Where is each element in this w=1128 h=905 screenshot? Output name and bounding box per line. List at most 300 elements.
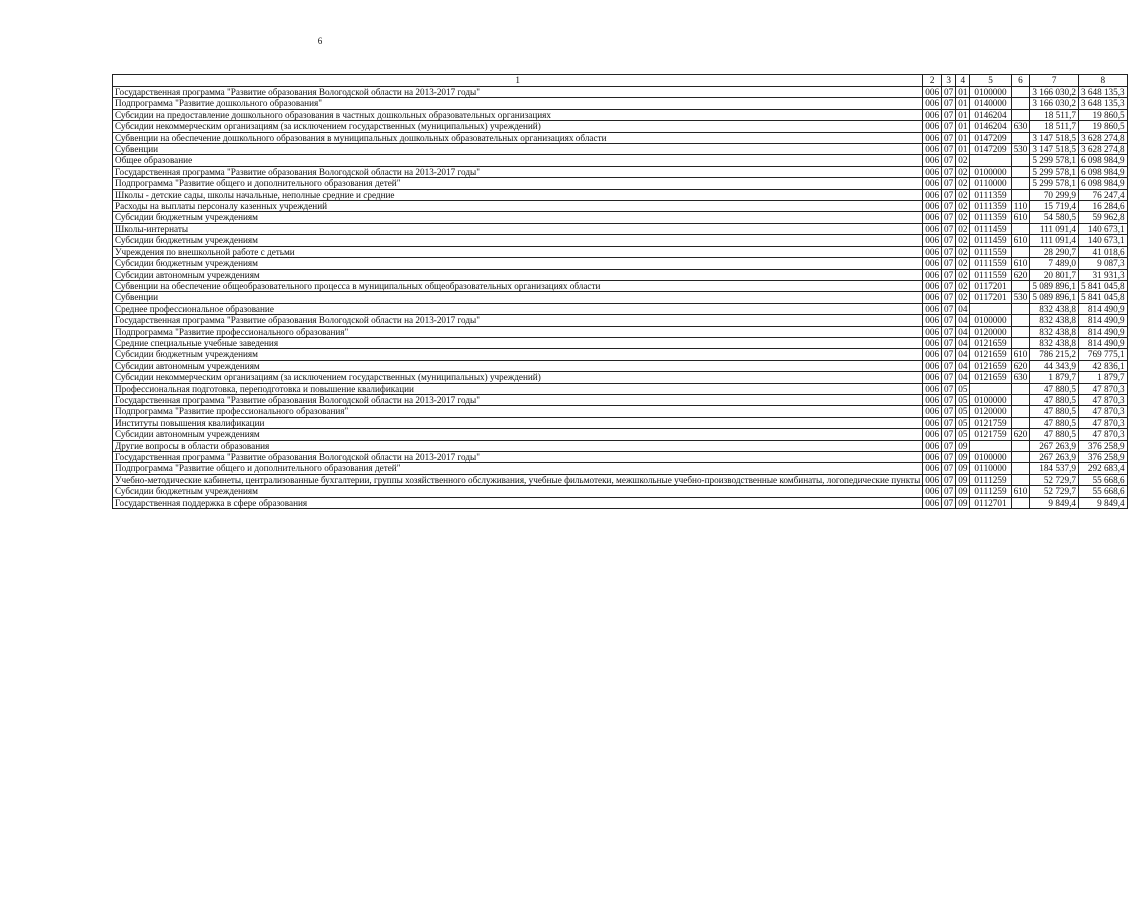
csr-subprogram: 4 — [983, 144, 989, 155]
row-section-code: 07 — [942, 406, 956, 417]
csr-program: 01 — [974, 189, 984, 200]
row-subsection-code: 02 — [956, 258, 970, 269]
row-ved-code: 006 — [923, 303, 942, 314]
csr-program: 01 — [974, 121, 984, 132]
row-target-article — [970, 98, 1011, 109]
row-amount-year1: 5 089 896,1 — [1030, 292, 1079, 303]
row-name: Государственная программа "Развитие образования Вологодской области на 2013-2017 годы" — [113, 394, 923, 405]
row-target-article — [970, 440, 1011, 451]
row-expense-type: 110 — [1011, 201, 1030, 212]
table-row — [113, 452, 1128, 463]
row-expense-type — [1011, 280, 1030, 291]
row-ved-code: 006 — [923, 394, 942, 405]
csr-program: 01 — [974, 292, 984, 303]
row-target-article — [970, 486, 1011, 497]
row-expense-type: 620 — [1011, 269, 1030, 280]
row-section-code: 07 — [942, 497, 956, 508]
row-ved-code: 006 — [923, 223, 942, 234]
csr-direction: 1259 — [988, 474, 1007, 485]
row-name: Учебно-методические кабинеты, централизованные бухгалтерии, группы хозяйственного обслуживания, учебные фильмотеки, межшкольные учебно-производственные комбинаты, логопедические пункты — [113, 474, 923, 485]
row-amount-year2: 19 860,5 — [1078, 121, 1127, 132]
row-subsection-code: 05 — [956, 429, 970, 440]
row-section-code: 07 — [942, 144, 956, 155]
row-name: Субсидии бюджетным учреждениям — [113, 486, 923, 497]
csr-program: 01 — [974, 132, 984, 143]
row-section-code: 07 — [942, 452, 956, 463]
row-ved-code: 006 — [923, 440, 942, 451]
row-name: Государственная программа "Развитие образования Вологодской области на 2013-2017 годы" — [113, 166, 923, 177]
row-ved-code: 006 — [923, 87, 942, 98]
row-target-article — [970, 463, 1011, 474]
csr-subprogram: 1 — [983, 497, 989, 508]
row-amount-year1: 832 438,8 — [1030, 315, 1079, 326]
row-subsection-code: 02 — [956, 280, 970, 291]
row-expense-type: 530 — [1011, 144, 1030, 155]
row-ved-code: 006 — [923, 406, 942, 417]
row-name: Подпрограмма "Развитие профессионального образования" — [113, 326, 923, 337]
row-ved-code: 006 — [923, 189, 942, 200]
csr-program: 01 — [974, 360, 984, 371]
row-ved-code: 006 — [923, 178, 942, 189]
csr-program: 01 — [974, 280, 984, 291]
row-target-article — [970, 497, 1011, 508]
row-amount-year2: 3 648 135,3 — [1078, 98, 1127, 109]
row-expense-type — [1011, 223, 1030, 234]
row-amount-year2: 47 870,3 — [1078, 417, 1127, 428]
table-row — [113, 258, 1128, 269]
row-target-article — [970, 383, 1011, 394]
row-ved-code: 006 — [923, 315, 942, 326]
row-amount-year1: 18 511,7 — [1030, 121, 1079, 132]
csr-program: 01 — [974, 349, 984, 360]
table-row — [113, 235, 1128, 246]
csr-direction: 2701 — [988, 497, 1007, 508]
row-amount-year2: 3 628 274,8 — [1078, 132, 1127, 143]
csr-subprogram: 0 — [983, 87, 989, 97]
row-name: Другие вопросы в области образования — [113, 440, 923, 451]
csr-subprogram: 4 — [983, 98, 989, 109]
row-subsection-code: 02 — [956, 223, 970, 234]
row-amount-year2: 1 879,7 — [1078, 372, 1127, 383]
row-target-article — [970, 212, 1011, 223]
row-ved-code: 006 — [923, 349, 942, 360]
csr-program: 01 — [974, 497, 984, 508]
csr-direction: 1359 — [988, 212, 1007, 223]
csr-program: 01 — [974, 201, 984, 212]
row-name: Среднее профессиональное образование — [113, 303, 923, 314]
row-expense-type — [1011, 178, 1030, 189]
header-col-1: 1 — [113, 75, 923, 87]
row-expense-type — [1011, 189, 1030, 200]
row-name: Субсидии автономным учреждениям — [113, 360, 923, 371]
header-col-3: 3 — [942, 75, 956, 87]
table-row — [113, 201, 1128, 212]
row-amount-year2: 55 668,6 — [1078, 474, 1127, 485]
csr-program: 01 — [974, 87, 984, 97]
row-subsection-code: 04 — [956, 372, 970, 383]
row-amount-year1: 832 438,8 — [1030, 303, 1079, 314]
row-amount-year1: 832 438,8 — [1030, 337, 1079, 348]
row-target-article — [970, 406, 1011, 417]
row-subsection-code: 09 — [956, 452, 970, 463]
csr-direction: 6204 — [988, 109, 1007, 120]
row-name: Субвенции на обеспечение общеобразовательного процесса в муниципальных общеобразовательных организациях области — [113, 280, 923, 291]
row-ved-code: 006 — [923, 486, 942, 497]
row-expense-type — [1011, 440, 1030, 451]
csr-program: 01 — [974, 178, 984, 189]
row-amount-year2: 140 673,1 — [1078, 223, 1127, 234]
header-col-7: 7 — [1030, 75, 1079, 87]
row-amount-year2: 59 962,8 — [1078, 212, 1127, 223]
row-amount-year2: 6 098 984,9 — [1078, 155, 1127, 166]
csr-subprogram: 1 — [983, 474, 989, 485]
row-section-code: 07 — [942, 235, 956, 246]
csr-program: 01 — [974, 406, 984, 417]
row-section-code: 07 — [942, 189, 956, 200]
csr-subprogram: 2 — [983, 337, 989, 348]
csr-direction: 0000 — [988, 178, 1007, 189]
row-name: Субсидии бюджетным учреждениям — [113, 258, 923, 269]
row-amount-year2: 47 870,3 — [1078, 383, 1127, 394]
row-amount-year2: 769 775,1 — [1078, 349, 1127, 360]
row-subsection-code: 04 — [956, 337, 970, 348]
row-amount-year1: 5 299 578,1 — [1030, 155, 1079, 166]
row-ved-code: 006 — [923, 429, 942, 440]
table-row — [113, 246, 1128, 257]
row-amount-year2: 376 258,9 — [1078, 440, 1127, 451]
csr-subprogram: 0 — [983, 315, 989, 326]
row-amount-year2: 5 841 045,8 — [1078, 292, 1127, 303]
csr-direction: 7209 — [988, 144, 1007, 155]
row-ved-code: 006 — [923, 360, 942, 371]
row-target-article — [970, 280, 1011, 291]
csr-subprogram: 1 — [983, 292, 989, 303]
row-target-article — [970, 349, 1011, 360]
row-subsection-code: 09 — [956, 474, 970, 485]
row-section-code: 07 — [942, 486, 956, 497]
row-expense-type — [1011, 326, 1030, 337]
row-expense-type — [1011, 406, 1030, 417]
row-amount-year1: 1 879,7 — [1030, 372, 1079, 383]
row-name: Школы-интернаты — [113, 223, 923, 234]
csr-subprogram: 4 — [983, 132, 989, 143]
csr-program: 01 — [974, 326, 984, 337]
row-ved-code: 006 — [923, 144, 942, 155]
row-subsection-code: 04 — [956, 349, 970, 360]
csr-program: 01 — [974, 98, 984, 109]
row-section-code: 07 — [942, 440, 956, 451]
csr-program: 01 — [974, 452, 984, 462]
table-row — [113, 144, 1128, 155]
row-target-article — [970, 87, 1011, 98]
row-section-code: 07 — [942, 109, 956, 120]
row-amount-year2: 19 860,5 — [1078, 109, 1127, 120]
csr-direction: 6204 — [988, 121, 1007, 132]
row-amount-year2: 31 931,3 — [1078, 269, 1127, 280]
csr-subprogram: 2 — [983, 429, 989, 440]
csr-program: 01 — [974, 258, 984, 269]
table-row — [113, 178, 1128, 189]
csr-direction: 7209 — [988, 132, 1007, 143]
table-row — [113, 429, 1128, 440]
table-row — [113, 360, 1128, 371]
csr-direction: 0000 — [988, 87, 1007, 97]
row-section-code: 07 — [942, 155, 956, 166]
csr-program: 01 — [974, 417, 984, 428]
row-target-article — [970, 303, 1011, 314]
table-row — [113, 372, 1128, 383]
row-expense-type — [1011, 497, 1030, 508]
row-expense-type — [1011, 452, 1030, 463]
row-target-article — [970, 144, 1011, 155]
row-ved-code: 006 — [923, 246, 942, 257]
row-amount-year1: 111 091,4 — [1030, 235, 1079, 246]
row-section-code: 07 — [942, 337, 956, 348]
row-amount-year2: 140 673,1 — [1078, 235, 1127, 246]
csr-direction: 0000 — [988, 406, 1007, 417]
csr-subprogram: 2 — [983, 417, 989, 428]
csr-subprogram: 4 — [983, 121, 989, 132]
table-row — [113, 497, 1128, 508]
row-expense-type — [1011, 87, 1030, 98]
row-section-code: 07 — [942, 87, 956, 98]
table-row — [113, 315, 1128, 326]
table-row — [113, 303, 1128, 314]
row-ved-code: 006 — [923, 155, 942, 166]
row-section-code: 07 — [942, 121, 956, 132]
row-ved-code: 006 — [923, 132, 942, 143]
header-col-8: 8 — [1078, 75, 1127, 87]
row-expense-type — [1011, 417, 1030, 428]
row-amount-year1: 47 880,5 — [1030, 394, 1079, 405]
csr-direction: 1759 — [988, 417, 1007, 428]
csr-direction: 1659 — [988, 349, 1007, 360]
row-target-article — [970, 326, 1011, 337]
csr-subprogram: 1 — [983, 201, 989, 212]
row-section-code: 07 — [942, 383, 956, 394]
row-expense-type: 620 — [1011, 360, 1030, 371]
row-target-article — [970, 292, 1011, 303]
csr-direction: 1759 — [988, 429, 1007, 440]
row-section-code: 07 — [942, 349, 956, 360]
table-row — [113, 189, 1128, 200]
table-row — [113, 474, 1128, 485]
header-col-5: 5 — [970, 75, 1011, 87]
csr-direction: 1259 — [988, 486, 1007, 497]
row-target-article — [970, 394, 1011, 405]
row-ved-code: 006 — [923, 292, 942, 303]
row-target-article — [970, 178, 1011, 189]
row-section-code: 07 — [942, 372, 956, 383]
row-subsection-code: 02 — [956, 292, 970, 303]
row-name: Субсидии некоммерческим организациям (за исключением государственных (муниципальных) учреждений) — [113, 372, 923, 383]
row-subsection-code: 02 — [956, 166, 970, 177]
row-expense-type — [1011, 463, 1030, 474]
row-section-code: 07 — [942, 429, 956, 440]
table-row — [113, 121, 1128, 132]
row-amount-year1: 28 290,7 — [1030, 246, 1079, 257]
csr-program: 01 — [974, 223, 984, 234]
csr-direction: 0000 — [988, 463, 1007, 474]
row-ved-code: 006 — [923, 337, 942, 348]
row-amount-year1: 267 263,9 — [1030, 452, 1079, 463]
row-ved-code: 006 — [923, 269, 942, 280]
row-target-article — [970, 121, 1011, 132]
row-amount-year2: 376 258,9 — [1078, 452, 1127, 463]
row-amount-year1: 5 089 896,1 — [1030, 280, 1079, 291]
row-amount-year1: 832 438,8 — [1030, 326, 1079, 337]
row-ved-code: 006 — [923, 497, 942, 508]
row-subsection-code: 09 — [956, 440, 970, 451]
row-name: Учреждения по внешкольной работе с детьми — [113, 246, 923, 257]
row-ved-code: 006 — [923, 383, 942, 394]
row-expense-type — [1011, 337, 1030, 348]
row-subsection-code: 01 — [956, 87, 970, 98]
row-amount-year1: 54 580,5 — [1030, 212, 1079, 223]
row-section-code: 07 — [942, 269, 956, 280]
row-amount-year1: 267 263,9 — [1030, 440, 1079, 451]
row-subsection-code: 01 — [956, 109, 970, 120]
row-amount-year2: 292 683,4 — [1078, 463, 1127, 474]
row-target-article — [970, 201, 1011, 212]
csr-program: 01 — [974, 166, 984, 177]
row-amount-year2: 47 870,3 — [1078, 429, 1127, 440]
csr-program: 01 — [974, 315, 984, 326]
row-name: Государственная программа "Развитие образования Вологодской области на 2013-2017 годы" — [113, 452, 923, 463]
csr-subprogram: 2 — [983, 326, 989, 337]
table-row — [113, 155, 1128, 166]
row-ved-code: 006 — [923, 463, 942, 474]
csr-subprogram: 1 — [983, 280, 989, 291]
budget-table — [112, 74, 1128, 509]
row-subsection-code: 02 — [956, 246, 970, 257]
row-amount-year2: 814 490,9 — [1078, 315, 1127, 326]
table-row — [113, 383, 1128, 394]
row-section-code: 07 — [942, 463, 956, 474]
row-target-article — [970, 166, 1011, 177]
row-expense-type — [1011, 109, 1030, 120]
row-name: Расходы на выплаты персоналу казенных учреждений — [113, 201, 923, 212]
row-subsection-code: 09 — [956, 463, 970, 474]
row-target-article — [970, 155, 1011, 166]
row-name: Субсидии автономным учреждениям — [113, 269, 923, 280]
table-row — [113, 269, 1128, 280]
row-name: Субсидии бюджетным учреждениям — [113, 235, 923, 246]
row-amount-year1: 52 729,7 — [1030, 474, 1079, 485]
table-row — [113, 486, 1128, 497]
csr-program: 01 — [974, 463, 984, 474]
row-name: Субвенции на обеспечение дошкольного образования в муниципальных дошкольных образовательных организациях области — [113, 132, 923, 143]
row-target-article — [970, 235, 1011, 246]
row-name: Субсидии автономным учреждениям — [113, 429, 923, 440]
row-section-code: 07 — [942, 394, 956, 405]
row-ved-code: 006 — [923, 326, 942, 337]
row-name: Общее образование — [113, 155, 923, 166]
csr-program: 01 — [974, 144, 984, 155]
row-subsection-code: 01 — [956, 121, 970, 132]
row-section-code: 07 — [942, 326, 956, 337]
row-target-article — [970, 417, 1011, 428]
row-target-article — [970, 246, 1011, 257]
csr-direction: 0000 — [988, 98, 1007, 109]
row-target-article — [970, 429, 1011, 440]
csr-subprogram: 1 — [983, 223, 989, 234]
row-subsection-code: 05 — [956, 406, 970, 417]
row-subsection-code: 04 — [956, 360, 970, 371]
row-section-code: 07 — [942, 474, 956, 485]
csr-direction: 1659 — [988, 360, 1007, 371]
row-expense-type — [1011, 246, 1030, 257]
csr-direction: 0000 — [988, 394, 1007, 405]
row-section-code: 07 — [942, 292, 956, 303]
row-amount-year1: 111 091,4 — [1030, 223, 1079, 234]
csr-subprogram: 2 — [983, 360, 989, 371]
csr-direction: 1459 — [988, 235, 1007, 246]
row-expense-type: 610 — [1011, 486, 1030, 497]
row-name: Субвенции — [113, 144, 923, 155]
row-amount-year2: 9 087,3 — [1078, 258, 1127, 269]
row-name: Субсидии на предоставление дошкольного образования в частных дошкольных образовательных организациях — [113, 109, 923, 120]
csr-program: 01 — [974, 474, 984, 485]
row-subsection-code: 04 — [956, 303, 970, 314]
row-target-article — [970, 360, 1011, 371]
csr-program: 01 — [974, 269, 984, 280]
row-subsection-code: 02 — [956, 189, 970, 200]
csr-subprogram: 2 — [983, 349, 989, 360]
row-ved-code: 006 — [923, 235, 942, 246]
table-row — [113, 212, 1128, 223]
row-expense-type — [1011, 315, 1030, 326]
csr-direction: 1559 — [988, 258, 1007, 269]
csr-direction: 7201 — [988, 292, 1007, 303]
row-section-code: 07 — [942, 280, 956, 291]
table-row — [113, 337, 1128, 348]
header-col-2: 2 — [923, 75, 942, 87]
row-name: Государственная программа "Развитие образования Вологодской области на 2013-2017 годы" — [113, 315, 923, 326]
row-amount-year2: 814 490,9 — [1078, 326, 1127, 337]
row-expense-type: 610 — [1011, 212, 1030, 223]
row-amount-year1: 786 215,2 — [1030, 349, 1079, 360]
row-amount-year2: 42 836,1 — [1078, 360, 1127, 371]
row-amount-year2: 76 247,4 — [1078, 189, 1127, 200]
row-amount-year1: 184 537,9 — [1030, 463, 1079, 474]
table-row — [113, 417, 1128, 428]
row-name: Субсидии бюджетным учреждениям — [113, 349, 923, 360]
row-amount-year2: 41 018,6 — [1078, 246, 1127, 257]
row-ved-code: 006 — [923, 452, 942, 463]
csr-direction: 0000 — [988, 166, 1007, 177]
row-subsection-code: 02 — [956, 212, 970, 223]
row-name: Субвенции — [113, 292, 923, 303]
row-ved-code: 006 — [923, 474, 942, 485]
row-section-code: 07 — [942, 223, 956, 234]
csr-program: 01 — [974, 235, 984, 246]
row-target-article — [970, 223, 1011, 234]
row-expense-type: 630 — [1011, 372, 1030, 383]
row-amount-year2: 6 098 984,9 — [1078, 178, 1127, 189]
row-subsection-code: 04 — [956, 326, 970, 337]
row-amount-year2: 814 490,9 — [1078, 337, 1127, 348]
row-amount-year1: 18 511,7 — [1030, 109, 1079, 120]
row-amount-year2: 47 870,3 — [1078, 406, 1127, 417]
row-expense-type — [1011, 98, 1030, 109]
row-name: Школы - детские сады, школы начальные, неполные средние и средние — [113, 189, 923, 200]
row-name: Институты повышения квалификации — [113, 417, 923, 428]
row-section-code: 07 — [942, 178, 956, 189]
row-expense-type — [1011, 166, 1030, 177]
row-expense-type — [1011, 132, 1030, 143]
row-target-article — [970, 258, 1011, 269]
